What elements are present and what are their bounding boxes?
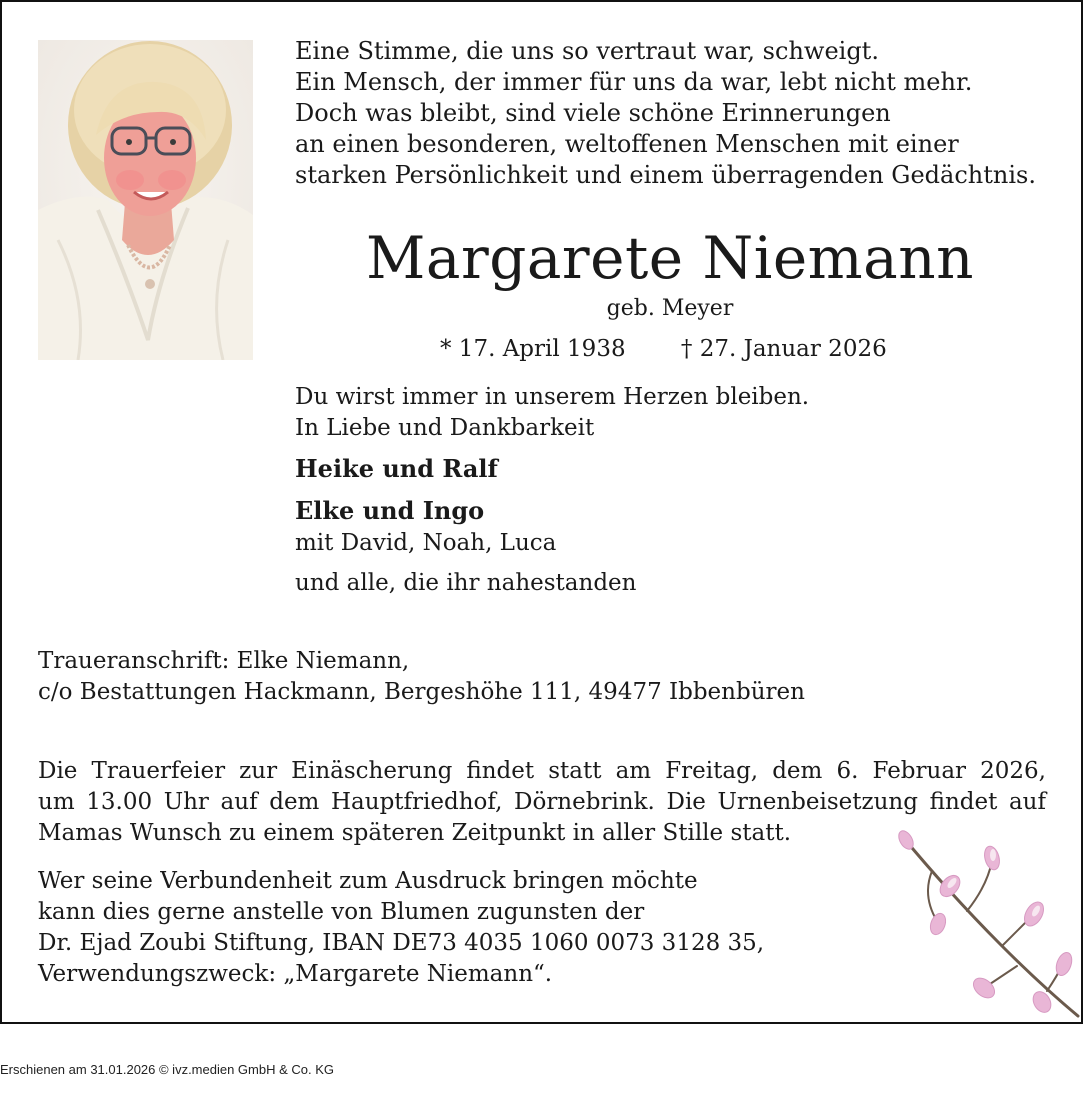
service-line: um 13.00 Uhr auf dem Hauptfriedhof, Dörnebrink. Die Urnenbeisetzung findet auf — [38, 789, 1046, 815]
mourner-others: und alle, die ihr nahestanden — [295, 570, 637, 596]
donation-line: Verwendungszweck: „Margarete Niemann“. — [38, 961, 553, 987]
portrait-photo — [38, 40, 253, 360]
mourning-address — [38, 646, 1038, 708]
birth-name: geb. Meyer — [606, 296, 734, 321]
publication-footer: Erschienen am 31.01.2026 © ivz.medien GmbH & Co. KG — [0, 1062, 335, 1077]
donation-line: kann dies gerne anstelle von Blumen zugunsten der — [38, 899, 645, 925]
closing-words — [295, 382, 995, 444]
mourner-family-1: Heike und Ralf — [295, 454, 498, 483]
service-line: Die Trauerfeier zur Einäscherung findet statt am Freitag, dem 6. Februar 2026, — [38, 758, 1046, 784]
verse-line: Ein Mensch, der immer für uns da war, lebt nicht mehr. — [295, 68, 973, 96]
mourner-children: mit David, Noah, Luca — [295, 530, 557, 556]
address-line: Traueranschrift: Elke Niemann, — [38, 648, 410, 674]
deceased-name: Margarete Niemann — [366, 224, 974, 292]
address-line: c/o Bestattungen Hackmann, Bergeshöhe 111, 49477 Ibbenbüren — [38, 679, 805, 705]
verse-line: Doch was bleibt, sind viele schöne Erinnerungen — [295, 99, 891, 127]
service-line: Mamas Wunsch zu einem späteren Zeitpunkt in aller Stille statt. — [38, 820, 792, 846]
birth-date: * 17. April 1938 — [440, 336, 626, 362]
magnolia-branch-icon — [892, 826, 1080, 1020]
closing-line: In Liebe und Dankbarkeit — [295, 415, 595, 441]
donation-line: Wer seine Verbundenheit zum Ausdruck bringen möchte — [38, 868, 698, 894]
mourners-list — [295, 452, 995, 598]
portrait-illustration — [38, 40, 253, 360]
life-dates — [440, 334, 1080, 364]
verse-line: Eine Stimme, die uns so vertraut war, schweigt. — [295, 37, 879, 65]
verse-line: starken Persönlichkeit und einem überragenden Gedächtnis. — [295, 161, 1036, 189]
donation-info — [38, 866, 858, 990]
donation-line: Dr. Ejad Zoubi Stiftung, IBAN DE73 4035 1060 0073 3128 35, — [38, 930, 765, 956]
verse-line: an einen besonderen, weltoffenen Menschen mit einer — [295, 130, 959, 158]
mourner-family-2: Elke und Ingo — [295, 496, 485, 525]
closing-line: Du wirst immer in unserem Herzen bleiben. — [295, 384, 810, 410]
memorial-verse — [295, 36, 1065, 191]
death-date: † 27. Januar 2026 — [680, 336, 887, 362]
